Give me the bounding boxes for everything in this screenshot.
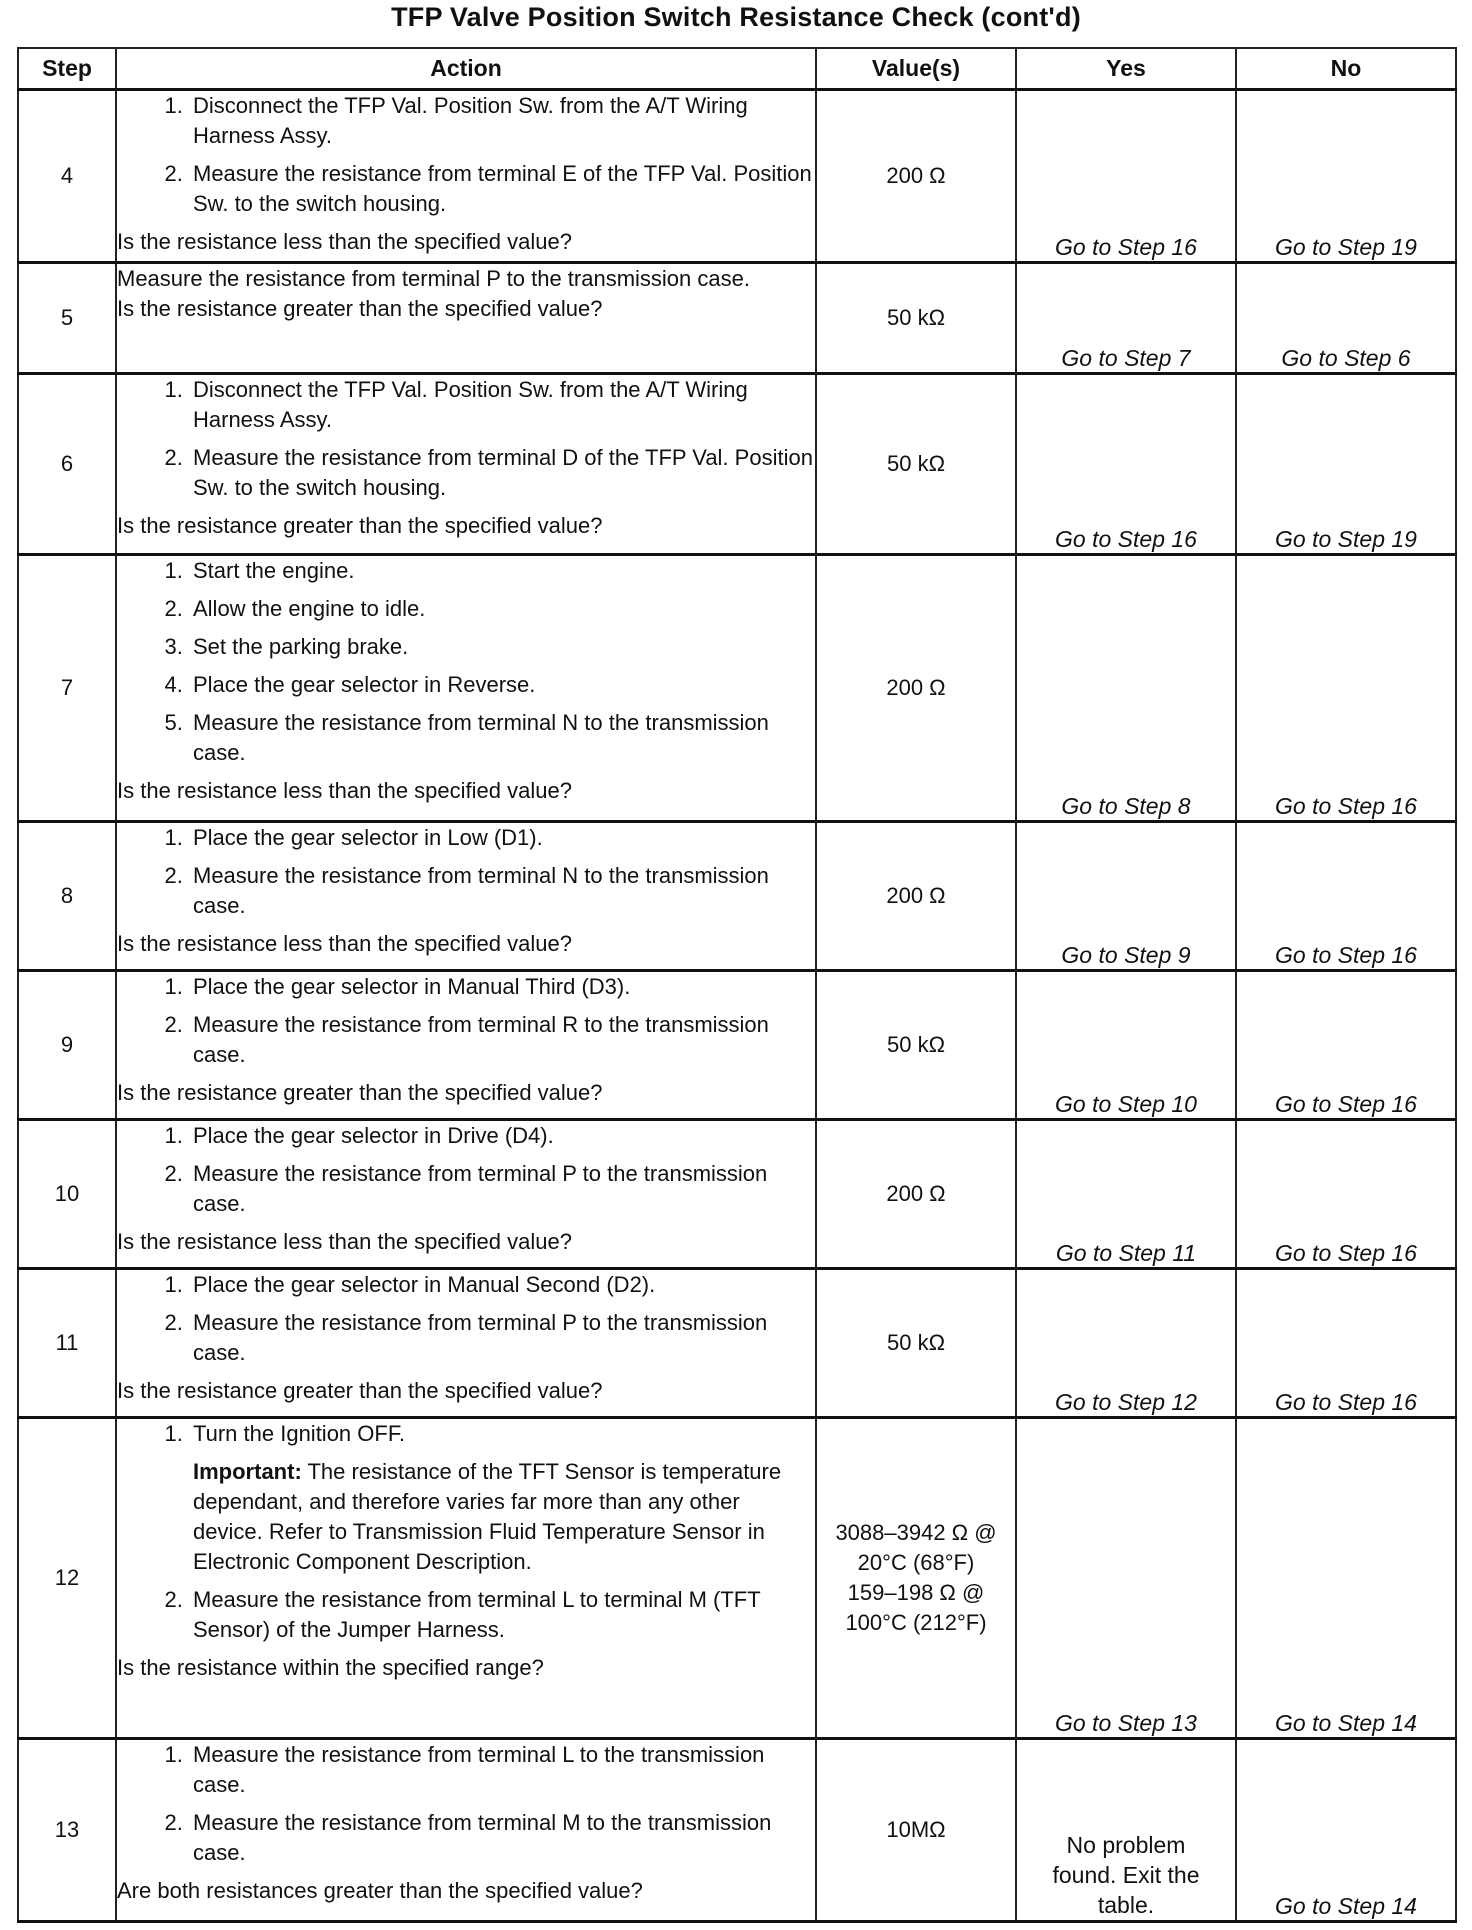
action-question: Is the resistance less than the specified value? <box>117 931 572 957</box>
yes-cell: Go to Step 7 <box>1016 263 1236 374</box>
action-list <box>117 823 815 921</box>
action-list <box>117 1270 815 1368</box>
yes-cell: Go to Step 10 <box>1016 971 1236 1120</box>
no-cell: Go to Step 14 <box>1236 1738 1456 1921</box>
action-question: Is the resistance greater than the specified value? <box>117 513 603 538</box>
action-item: 2. Measure the resistance from terminal R to the transmission case. <box>189 1010 815 1070</box>
action-cell <box>116 822 816 971</box>
action-list <box>117 91 815 219</box>
action-question: Is the resistance less than the specified value? <box>117 229 572 254</box>
important-note <box>193 1457 815 1577</box>
action-cell <box>116 90 816 263</box>
action-cell <box>116 1269 816 1418</box>
step-number: 7 <box>18 555 116 822</box>
value-cell: 50 kΩ <box>816 971 1016 1120</box>
action-question: Is the resistance greater than the specified value? <box>117 296 603 322</box>
yes-cell: Go to Step 12 <box>1016 1269 1236 1418</box>
action-item: 1. Measure the resistance from terminal L to the transmission case. <box>189 1740 815 1800</box>
step-number: 11 <box>18 1269 116 1418</box>
action-list <box>117 556 815 768</box>
diagnostic-table <box>17 47 1457 1923</box>
action-question: Is the resistance within the specified range? <box>117 1655 544 1681</box>
action-cell <box>116 1738 816 1921</box>
yes-cell: Go to Step 16 <box>1016 90 1236 263</box>
action-item: 3. Set the parking brake. <box>189 632 815 662</box>
action-item <box>189 1419 815 1577</box>
step-number: 10 <box>18 1120 116 1269</box>
yes-cell: Go to Step 11 <box>1016 1120 1236 1269</box>
action-item: 2. Measure the resistance from terminal P to the transmission case. <box>189 1308 815 1368</box>
header-action: Action <box>116 48 816 90</box>
value-cell <box>816 1418 1016 1738</box>
no-cell: Go to Step 14 <box>1236 1418 1456 1738</box>
table-row <box>18 971 1456 1120</box>
page-title: TFP Valve Position Switch Resistance Check (cont'd) <box>391 2 1081 32</box>
action-cell <box>116 555 816 822</box>
action-item: 1. Disconnect the TFP Val. Position Sw. from the A/T Wiring Harness Assy. <box>189 375 815 435</box>
action-item: 2. Measure the resistance from terminal P to the transmission case. <box>189 1159 815 1219</box>
action-list <box>117 1740 815 1868</box>
header-row <box>18 48 1456 90</box>
action-item: 2. Measure the resistance from terminal L to terminal M (TFT Sensor) of the Jumper Harness. <box>189 1585 815 1645</box>
action-list <box>117 375 815 503</box>
yes-cell: Go to Step 16 <box>1016 374 1236 555</box>
value-line: 20°C (68°F) <box>857 1549 975 1575</box>
step-number: 13 <box>18 1738 116 1921</box>
table-row <box>18 1120 1456 1269</box>
action-item: 1. Start the engine. <box>189 556 815 586</box>
important-text: The resistance of the TFT Sensor is temperature dependant, and therefore varies far more than any other device. Refer to Transmission Fluid Temperature Sensor in Electronic Component Description. <box>193 1459 782 1575</box>
action-item: 1. Disconnect the TFP Val. Position Sw. from the A/T Wiring Harness Assy. <box>189 91 815 151</box>
action-text: Measure the resistance from terminal P to the transmission case. <box>117 266 750 292</box>
value-cell: 50 kΩ <box>816 1269 1016 1418</box>
action-question: Is the resistance greater than the specified value? <box>117 1378 603 1404</box>
action-cell <box>116 1418 816 1738</box>
value-cell: 200 Ω <box>816 1120 1016 1269</box>
no-cell: Go to Step 19 <box>1236 374 1456 555</box>
action-cell <box>116 263 816 374</box>
table-row <box>18 374 1456 555</box>
header-no: No <box>1236 48 1456 90</box>
value-cell: 10MΩ <box>816 1738 1016 1921</box>
action-item: 1. Place the gear selector in Drive (D4). <box>189 1121 815 1151</box>
no-cell: Go to Step 16 <box>1236 555 1456 822</box>
action-question: Are both resistances greater than the specified value? <box>117 1877 643 1903</box>
action-item: 2. Measure the resistance from terminal D of the TFP Val. Position Sw. to the switch housing. <box>189 443 815 503</box>
action-item: 2. Allow the engine to idle. <box>189 594 815 624</box>
no-cell: Go to Step 6 <box>1236 263 1456 374</box>
value-cell: 200 Ω <box>816 555 1016 822</box>
action-cell <box>116 1120 816 1269</box>
action-item: 1. Place the gear selector in Low (D1). <box>189 823 815 853</box>
step-number: 6 <box>18 374 116 555</box>
step-number: 9 <box>18 971 116 1120</box>
no-cell: Go to Step 19 <box>1236 90 1456 263</box>
table-row <box>18 90 1456 263</box>
yes-cell: Go to Step 13 <box>1016 1418 1236 1738</box>
step-number: 5 <box>18 263 116 374</box>
action-cell <box>116 971 816 1120</box>
header-values: Value(s) <box>816 48 1016 90</box>
yes-cell: Go to Step 8 <box>1016 555 1236 822</box>
no-cell: Go to Step 16 <box>1236 1269 1456 1418</box>
value-line: 159–198 Ω @ <box>847 1579 985 1605</box>
step-number: 12 <box>18 1418 116 1738</box>
table-row <box>18 1269 1456 1418</box>
value-cell: 50 kΩ <box>816 374 1016 555</box>
header-step: Step <box>18 48 116 90</box>
action-list <box>117 1419 815 1645</box>
value-line: 3088–3942 Ω @ <box>835 1519 997 1545</box>
action-item: 1. Place the gear selector in Manual Second (D2). <box>189 1270 815 1300</box>
table-row <box>18 555 1456 822</box>
action-list <box>117 972 815 1070</box>
table-row <box>18 1418 1456 1738</box>
yes-cell: Go to Step 9 <box>1016 822 1236 971</box>
yes-cell <box>1016 1738 1236 1921</box>
no-cell: Go to Step 16 <box>1236 1120 1456 1269</box>
no-cell: Go to Step 16 <box>1236 822 1456 971</box>
table-row <box>18 1738 1456 1921</box>
value-cell: 50 kΩ <box>816 263 1016 374</box>
important-label: Important: <box>193 1459 302 1485</box>
value-cell: 200 Ω <box>816 90 1016 263</box>
action-list <box>117 1121 815 1219</box>
step-number: 4 <box>18 90 116 263</box>
action-question: Is the resistance less than the specified value? <box>117 778 572 804</box>
value-line: 100°C (212°F) <box>845 1609 987 1635</box>
action-item: 5. Measure the resistance from terminal N to the transmission case. <box>189 708 815 768</box>
action-item: 2. Measure the resistance from terminal E of the TFP Val. Position Sw. to the switch housing. <box>189 159 815 219</box>
action-item-text: Turn the Ignition OFF. <box>193 1421 405 1447</box>
exit-table-text: No problem found. Exit the table. <box>1052 1832 1200 1918</box>
action-item: 1. Place the gear selector in Manual Third (D3). <box>189 972 815 1002</box>
action-item: 2. Measure the resistance from terminal M to the transmission case. <box>189 1808 815 1868</box>
step-number: 8 <box>18 822 116 971</box>
table-row <box>18 822 1456 971</box>
value-cell: 200 Ω <box>816 822 1016 971</box>
action-cell <box>116 374 816 555</box>
table-row <box>18 263 1456 374</box>
action-item: 4. Place the gear selector in Reverse. <box>189 670 815 700</box>
action-item: 2. Measure the resistance from terminal N to the transmission case. <box>189 861 815 921</box>
action-question: Is the resistance less than the specified value? <box>117 1229 572 1255</box>
no-cell: Go to Step 16 <box>1236 971 1456 1120</box>
action-question: Is the resistance greater than the specified value? <box>117 1080 603 1106</box>
header-yes: Yes <box>1016 48 1236 90</box>
